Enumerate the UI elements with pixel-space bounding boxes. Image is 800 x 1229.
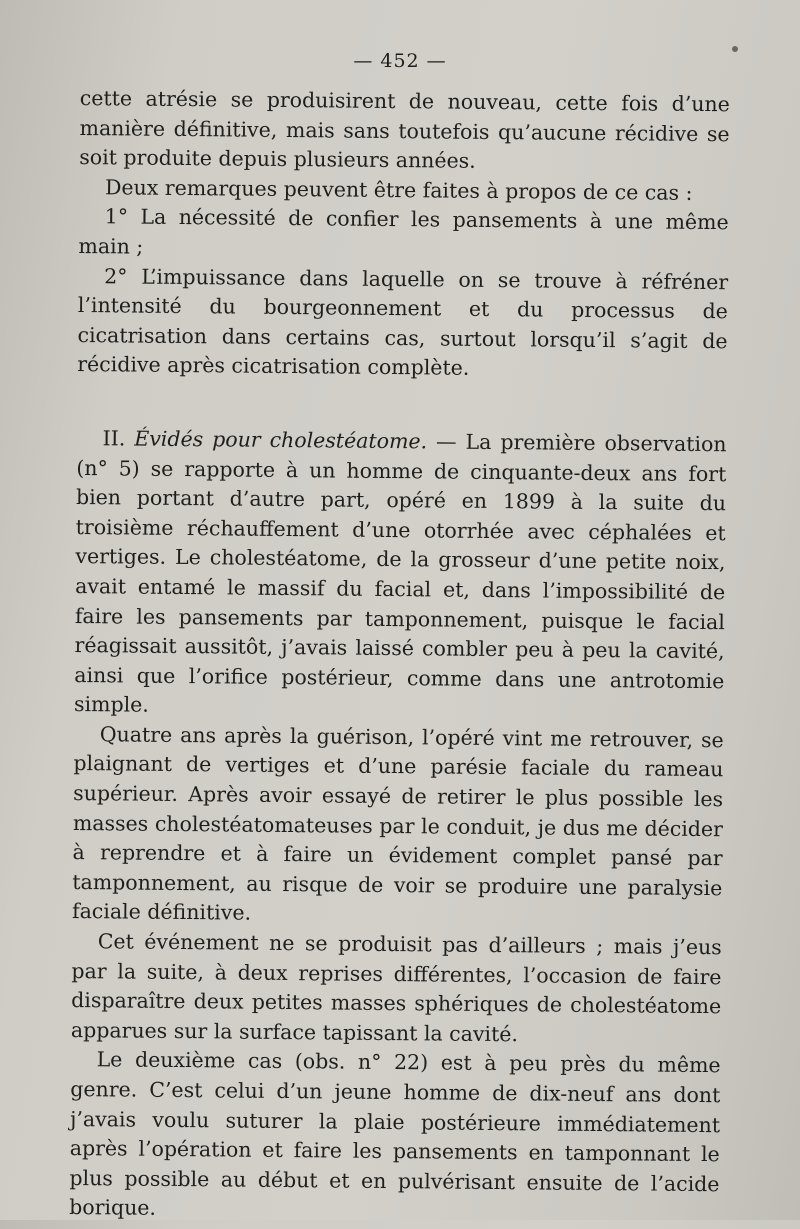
section-ii-paragraph	[74, 424, 727, 726]
section-text: — La première observation (n° 5) se rapporte à un homme de cinquante-deux ans fort bien portant d’autre part, opéré en 1899 à la suite du troisième réchauffement d’une otorrhée avec céphalées et vertiges. Le cholestéatome, de la grosseur d’une petite noix, avait entamé le massif du facial et, dans l’impossibilité de faire les pansements par tamponnement, puisque le facial réagissait aussitôt, j’avais laissé combler peu à peu la cavité, ainsi que l’orifice postérieur, comme dans une antrotomie simple.	[73, 429, 727, 717]
section-title: Évidés pour cholestéatome.	[134, 426, 428, 454]
paragraph-4: 2° L’impuissance dans laquelle on se trouve à réfréner l’intensité du bourgeonnement et du processus de cicatrisation dans certains cas, surtout lorsqu’il s’agit de récidive après cicatrisation complète.	[77, 263, 729, 381]
paragraph-2: Deux remarques peuvent être faites à propos de ce cas :	[104, 175, 693, 205]
page-number: — 452 —	[353, 50, 447, 72]
paragraph-7: Le deuxième cas (obs. n° 22) est à peu près du même genre. C’est celui d’un jeune homme de dix-neuf ans dont j’avais voulu suturer la plaie postérieure immédiatement après l’opération et faire les pansements en tamponnant le plus possible au début et en pulvérisant ensuite de l’acide borique.	[69, 1047, 721, 1221]
body-text	[69, 84, 730, 1229]
ink-spot	[732, 46, 738, 52]
section-numeral: II.	[102, 426, 126, 451]
paragraph-5: Quatre ans après la guérison, l’opéré vint me retrouver, se plaignant de vertiges et d’une parésie faciale du rameau supérieur. Après avoir essayé de retirer le plus possible les masses cholestéatomateuses par le conduit, je dus me décider à reprendre et à faire un évidement complet pansé par tamponnement, au risque de voir se produire une paralysie faciale définitive.	[71, 722, 724, 926]
paragraph-6: Cet événement ne se produisit pas d’ailleurs ; mais j’eus par la suite, à deux reprises différentes, l’occasion de faire disparaître deux petites masses sphériques de cholestéatome apparues sur la surface tapissant la cavité.	[70, 929, 722, 1047]
section-spacer	[77, 380, 727, 430]
paragraph-1: cette atrésie se produisirent de nouveau, cette fois d’une manière définitive, mais sans toutefois qu’aucune récidive se soit produite depuis plusieurs années.	[79, 85, 730, 173]
paragraph-3: 1° La nécessité de confier les pansements à une même main ;	[78, 204, 729, 259]
